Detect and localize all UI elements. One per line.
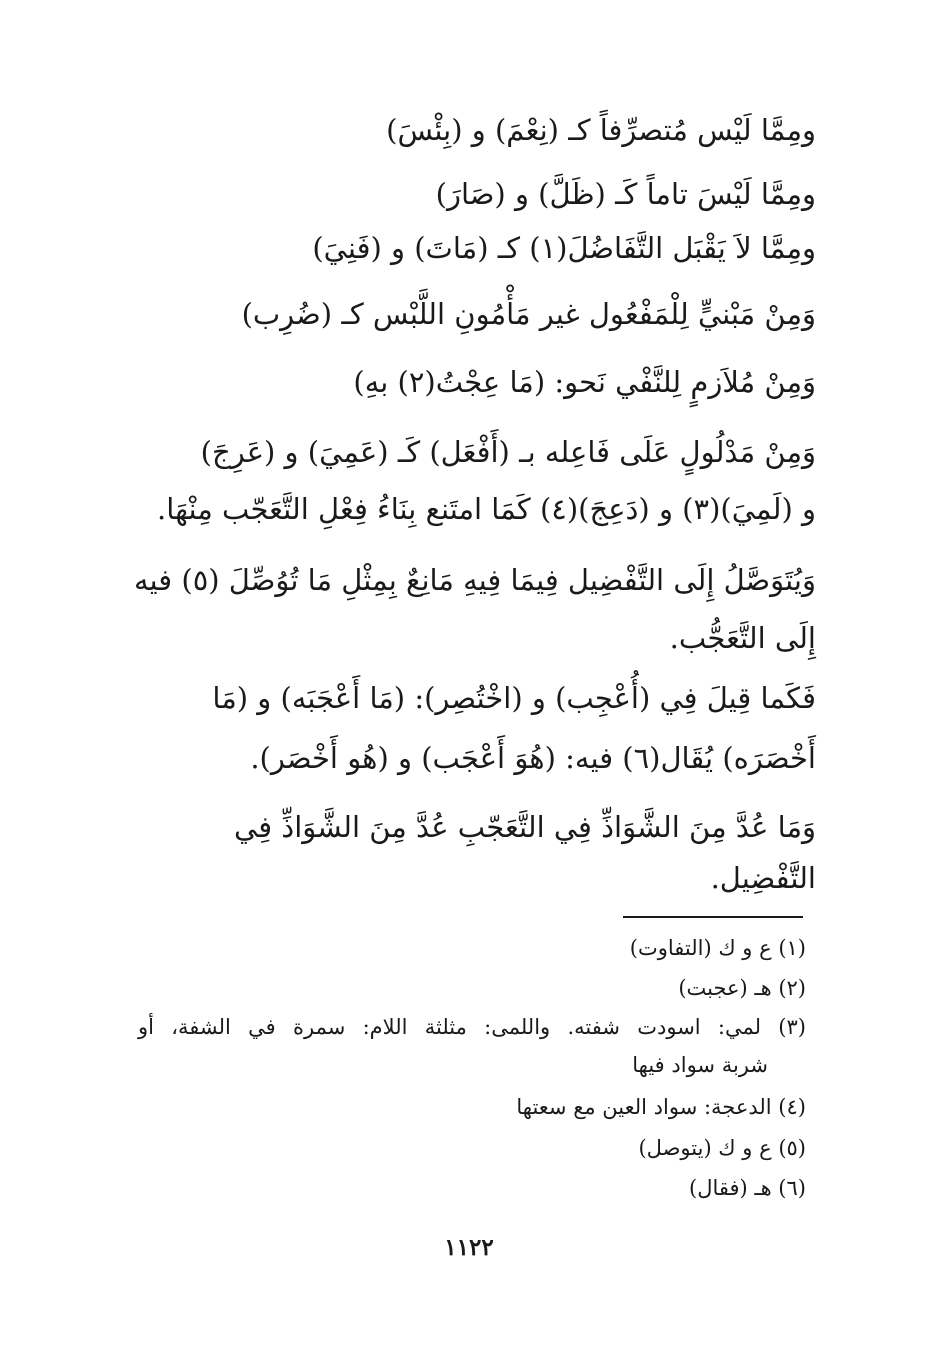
text-line-12: وَمَا عُدَّ مِنَ الشَّوَاذِّ فِي التَّعَجّبِ عُدَّ مِنَ الشَّوَاذِّ فِي bbox=[234, 810, 816, 844]
text-line-7: و (لَمِيَ)(٣) و (دَعِجَ)(٤) كَمَا امتَنع بِنَاءُ فِعْلِ التَّعَجّب مِنْهَا. bbox=[157, 492, 816, 526]
footnote-1: (١) ع و ك (التفاوت) bbox=[629, 936, 806, 960]
footnote-2: (٢) هـ (عجبت) bbox=[678, 976, 806, 1000]
text-line-5: وَمِنْ مُلاَزمٍ لِلنَّفْي نَحو: (مَا عِجْتُ(٢) بهِ) bbox=[353, 365, 816, 399]
footnote-6: (٦) هـ (فقال) bbox=[689, 1176, 806, 1200]
footnote-4: (٤) الدعجة: سواد العين مع سعتها bbox=[516, 1095, 806, 1119]
footnote-3-continuation: شربة سواد فيها bbox=[632, 1053, 768, 1077]
text-line-11: أَخْصَرَه) يُقَال(٦) فيه: (هُوَ أَعْجَب) و (هُو أَخْصَر). bbox=[250, 741, 816, 775]
footnote-3: (٣) لمي: اسودت شفته. واللمى: مثلثة اللام: سمرة في الشفة، أو bbox=[138, 1015, 806, 1039]
footnote-5: (٥) ع و ك (يتوصل) bbox=[638, 1136, 806, 1160]
text-line-6: وَمِنْ مَدْلُولٍ عَلَى فَاعِله بـ (أَفْعَل) كَـ (عَمِيَ) و (عَرِجَ) bbox=[200, 435, 816, 469]
text-line-1: ومِمَّا لَيْس مُتصرِّفاً كـ (نِعْمَ) و (بِئْسَ) bbox=[386, 113, 816, 147]
text-line-4: وَمِنْ مَبْنيٍّ لِلْمَفْعُول غير مَأْمُونِ اللَّبْس كـ (ضُرِب) bbox=[241, 297, 816, 331]
text-line-10: فَكَما قِيلَ فِي (أُعْجِب) و (اخْتُصِر): (مَا أَعْجَبَه) و (مَا bbox=[212, 681, 816, 715]
text-line-13: التَّفْضِيل. bbox=[710, 861, 816, 895]
text-line-8: وَيُتَوَصَّلُ إِلَى التَّفْضِيل فِيمَا فِيهِ مَانِعٌ بِمِثْلِ مَا تُوُصِّلَ (٥) فيه bbox=[133, 563, 816, 597]
text-line-9: إِلَى التَّعَجُّب. bbox=[669, 621, 816, 655]
page-number: ١١٢٢ bbox=[444, 1234, 494, 1261]
footnote-divider bbox=[623, 916, 803, 918]
text-line-3: ومِمَّا لاَ يَقْبَل التَّفَاضُلَ(١) كـ (مَاتَ) و (فَنِيَ) bbox=[312, 231, 816, 265]
text-line-2: ومِمَّا لَيْسَ تاماً كَـ (ظَلَّ) و (صَارَ) bbox=[435, 177, 816, 211]
